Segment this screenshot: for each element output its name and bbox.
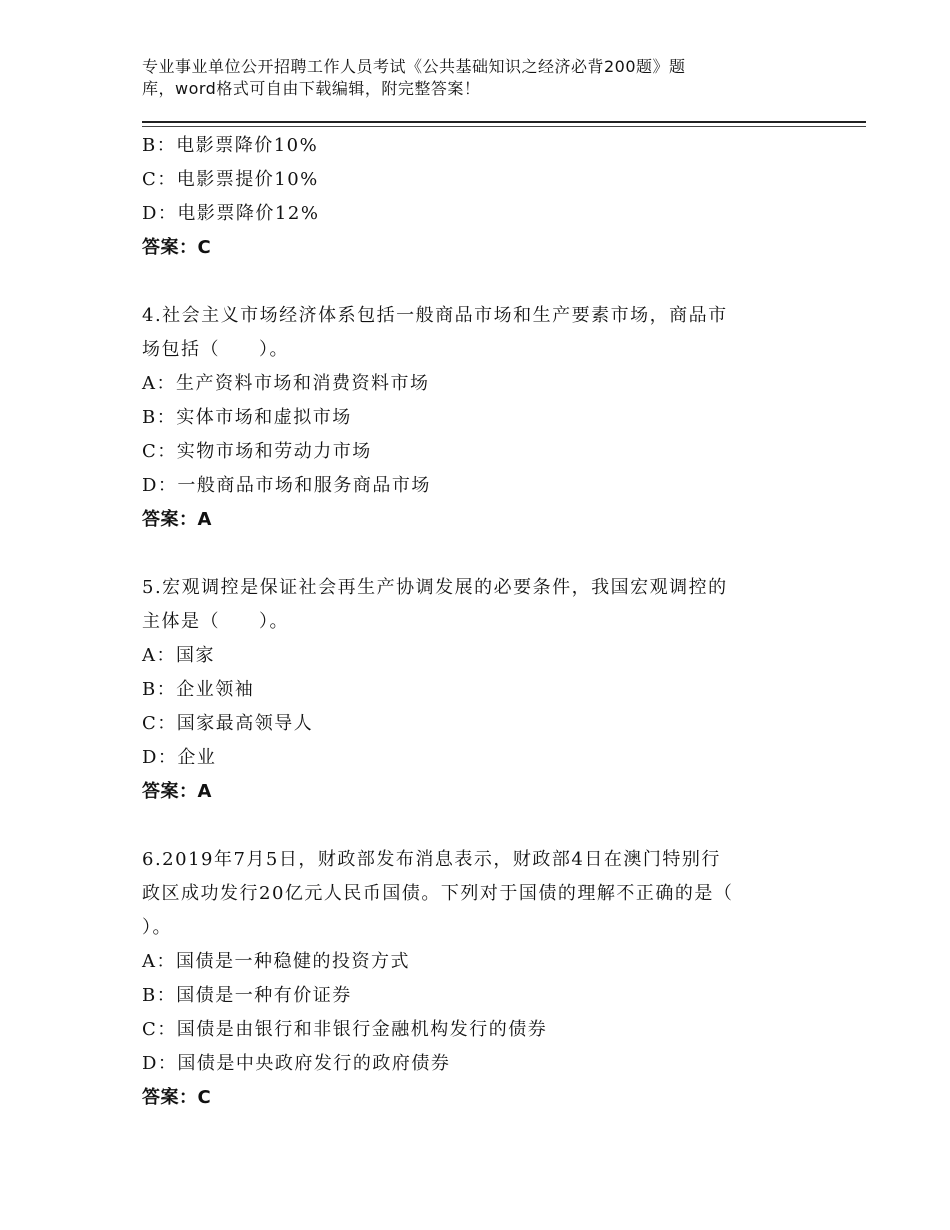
- option-c: C：电影票提价10%: [142, 169, 319, 190]
- answer: 答案：C: [142, 1087, 212, 1108]
- header-line-2: 库，word格式可自由下载编辑，附完整答案！: [142, 79, 481, 98]
- question-stem-line: 主体是（ ）。: [142, 611, 289, 632]
- document-body: [142, 129, 802, 1115]
- question-stem-line: ）。: [142, 917, 172, 938]
- option-a: A：生产资料市场和消费资料市场: [142, 373, 430, 394]
- option-a: A：国家: [142, 645, 215, 666]
- header-rule-thin: [142, 126, 866, 127]
- question-6: [142, 843, 802, 1115]
- spacer: [142, 265, 802, 299]
- question-stem-line: 6.2019年7月5日，财政部发布消息表示，财政部4日在澳门特别行: [142, 849, 721, 870]
- option-b: B：实体市场和虚拟市场: [142, 407, 352, 428]
- spacer: [142, 809, 802, 843]
- question-3: [142, 129, 802, 265]
- question-4: [142, 299, 802, 537]
- answer: 答案：A: [142, 509, 212, 530]
- page-header: [142, 56, 792, 100]
- question-stem-line: 5.宏观调控是保证社会再生产协调发展的必要条件，我国宏观调控的: [142, 577, 728, 598]
- option-c: C：国家最高领导人: [142, 713, 314, 734]
- spacer: [142, 537, 802, 571]
- option-d: D：企业: [142, 747, 217, 768]
- question-5: [142, 571, 802, 809]
- option-d: D：一般商品市场和服务商品市场: [142, 475, 431, 496]
- question-stem-line: 4.社会主义市场经济体系包括一般商品市场和生产要素市场，商品市: [142, 305, 728, 326]
- option-b: B：企业领袖: [142, 679, 255, 700]
- option-b: B：电影票降价10%: [142, 135, 319, 156]
- option-c: C：国债是由银行和非银行金融机构发行的债券: [142, 1019, 548, 1040]
- option-a: A：国债是一种稳健的投资方式: [142, 951, 410, 972]
- option-c: C：实物市场和劳动力市场: [142, 441, 372, 462]
- option-d: D：国债是中央政府发行的政府债券: [142, 1053, 451, 1074]
- question-stem-line: 政区成功发行20亿元人民币国债。下列对于国债的理解不正确的是（: [142, 883, 734, 904]
- question-stem-line: 场包括（ ）。: [142, 339, 289, 360]
- option-b: B：国债是一种有价证券: [142, 985, 352, 1006]
- answer: 答案：C: [142, 237, 212, 258]
- option-d: D：电影票降价12%: [142, 203, 320, 224]
- header-line-1: 专业事业单位公开招聘工作人员考试《公共基础知识之经济必背200题》题: [142, 57, 686, 76]
- answer: 答案：A: [142, 781, 212, 802]
- header-rule-thick: [142, 121, 866, 123]
